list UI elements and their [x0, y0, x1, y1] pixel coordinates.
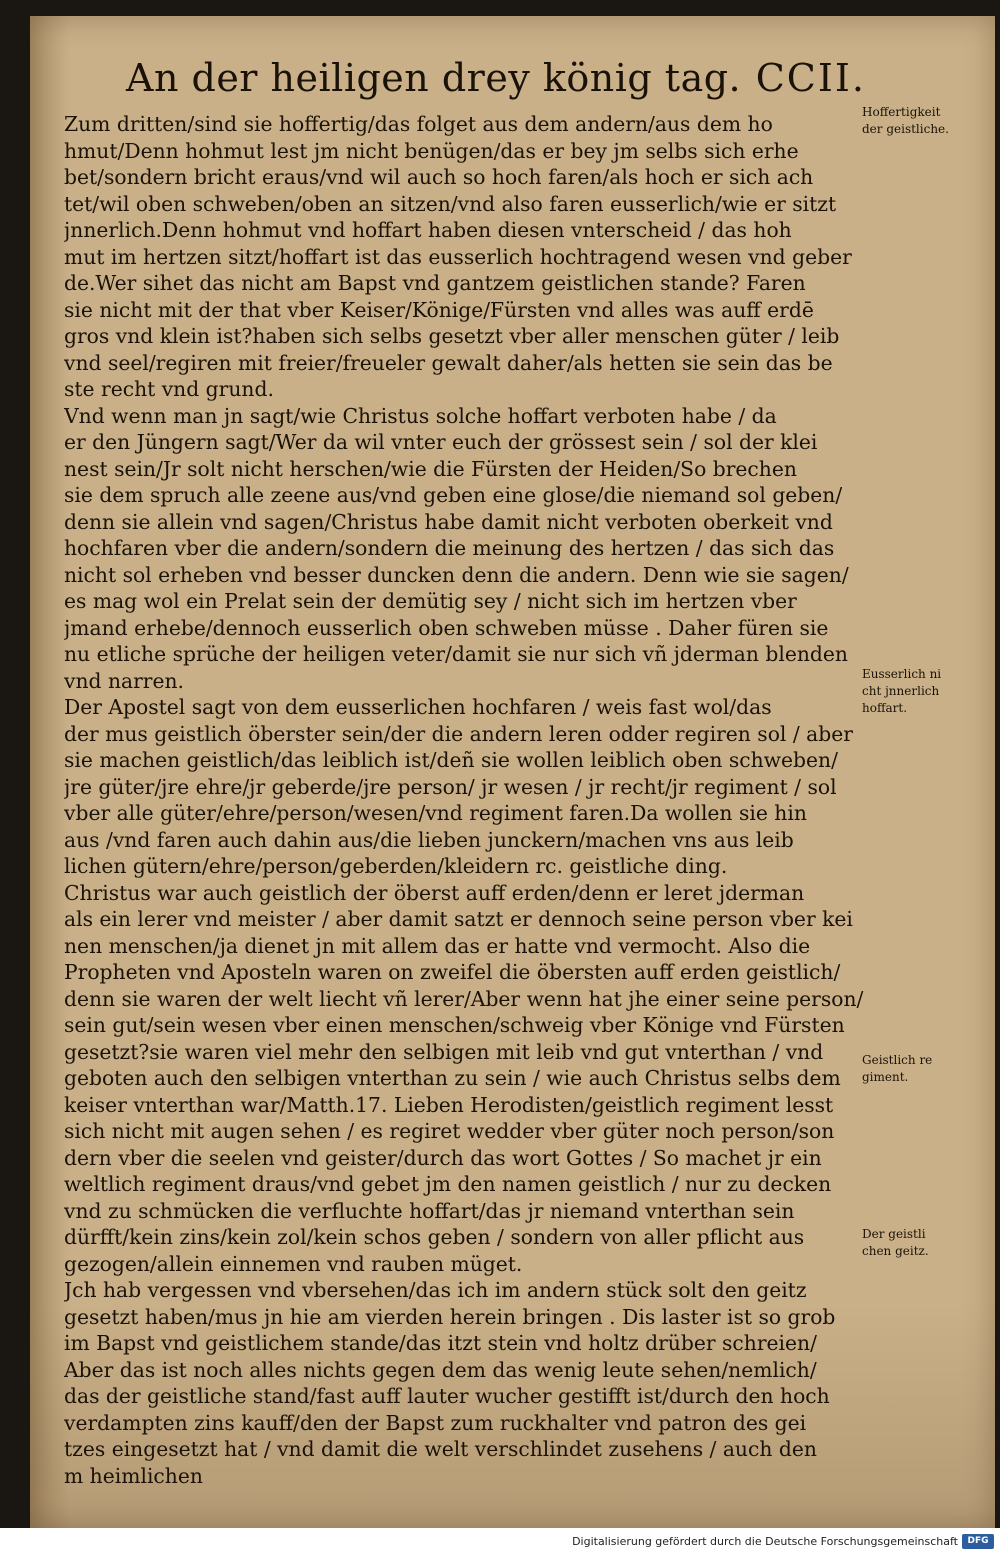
text-line: sein gut/sein wesen vber einen menschen/schweig vber Könige vnd Fürsten	[64, 1013, 845, 1037]
text-line: lichen gütern/ehre/person/geberden/kleidern rc. geistliche ding.	[64, 854, 728, 878]
text-line: jre güter/jre ehre/jr geberde/jre person/ jr wesen / jr recht/jr regiment / sol	[64, 774, 837, 799]
text-line: Vnd wenn man jn sagt/wie Christus solche hoffart verboten habe / da	[64, 403, 777, 428]
text-line: gesetzt haben/mus jn hie am vierden herein bringen . Dis laster ist so grob	[64, 1304, 836, 1329]
running-head-title: An der heiligen drey könig tag.	[126, 56, 742, 100]
body-text	[64, 111, 864, 1489]
margin-note-line: Hoffertigkeit	[862, 105, 941, 119]
funding-notice: Digitalisierung gefördert durch die Deutsche Forschungsgemeinschaft	[572, 1535, 958, 1548]
margin-note-line: giment.	[862, 1070, 909, 1084]
text-line: vber alle güter/ehre/person/wesen/vnd regiment faren.Da wollen sie hin	[64, 801, 807, 825]
text-line: tzes eingesetzt hat / vnd damit die welt verschlindet zusehens / auch den	[64, 1437, 817, 1461]
text-line: vnd seel/regiren mit freier/freueler gewalt daher/als hetten sie sein das be	[64, 350, 833, 375]
footer	[0, 1528, 1000, 1555]
text-line: gros vnd klein ist?haben sich selbs gesetzt vber aller menschen güter / leib	[64, 324, 840, 348]
margin-note-line: Eusserlich ni	[862, 667, 942, 681]
text-line: es mag wol ein Prelat sein der demütig sey / nicht sich im hertzen vber	[64, 589, 797, 613]
text-line: gesetzt?sie waren viel mehr den selbigen mit leib vnd gut vnterthan / vnd	[64, 1039, 824, 1064]
text-line: keiser vnterthan war/Matth.17. Lieben Herodisten/geistlich regiment lesst	[64, 1092, 834, 1117]
text-line: Jch hab vergessen vnd vbersehen/das ich im andern stück solt den geitz	[64, 1278, 807, 1302]
text-line: weltlich regiment draus/vnd gebet jm den namen geistlich / nur zu decken	[64, 1172, 832, 1196]
text-line: er den Jüngern sagt/Wer da wil vnter euch der grössest sein / sol der klei	[64, 430, 818, 454]
text-line: nu etliche sprüche der heiligen veter/damit sie nur sich vñ jderman blenden	[64, 642, 848, 666]
margin-note-line: cht jnnerlich	[862, 684, 940, 698]
text-line: hochfaren vber die andern/sondern die meinung des hertzen / das sich das	[64, 536, 835, 560]
text-line: m heimlichen	[64, 1463, 203, 1488]
text-line: Aber das ist noch alles nichts gegen dem das wenig leute sehen/nemlich/	[64, 1357, 817, 1382]
text-line: jmand erhebe/dennoch eusserlich oben schweben müsse . Daher füren sie	[64, 615, 829, 640]
margin-note-line: Der geistli	[862, 1227, 926, 1241]
text-line: sich nicht mit augen sehen / es regiret wedder vber güter noch person/son	[64, 1119, 835, 1143]
text-line: vnd zu schmücken die verfluchte hoffart/das jr niemand vnterthan sein	[64, 1198, 795, 1223]
text-line: nicht sol erheben vnd besser duncken denn die andern. Denn wie sie sagen/	[64, 562, 849, 587]
margin-note-geistlich-regiment	[862, 1052, 962, 1086]
margin-note-line: chen geitz.	[862, 1244, 929, 1258]
text-line: das der geistliche stand/fast auff lauter wucher gestifft ist/durch den hoch	[64, 1384, 830, 1408]
text-line: Christus war auch geistlich der öberst auff erden/denn er leret jderman	[64, 880, 805, 905]
folio-number: CCII.	[755, 56, 866, 100]
text-line: de.Wer sihet das nicht am Bapst vnd gantzem geistlichen stande? Faren	[64, 271, 806, 295]
text-line: gezogen/allein einnemen vnd rauben müget.	[64, 1251, 523, 1276]
text-line: Propheten vnd Aposteln waren on zweifel die öbersten auff erden geistlich/	[64, 960, 841, 984]
margin-note-eusserlich	[862, 666, 962, 717]
text-line: bet/sondern bricht eraus/vnd wil auch so hoch faren/als hoch er sich ach	[64, 165, 814, 189]
text-line: sie dem spruch alle zeene aus/vnd geben eine glose/die niemand sol geben/	[64, 483, 843, 507]
text-line: der mus geistlich öberster sein/der die andern leren odder regiren sol / aber	[64, 721, 853, 746]
text-line: denn sie allein vnd sagen/Christus habe damit nicht verboten oberkeit vnd	[64, 509, 833, 534]
text-line: aus /vnd faren auch dahin aus/die lieben junckern/machen vns aus leib	[64, 827, 794, 852]
text-line: vnd narren.	[64, 668, 185, 693]
text-line: sie machen geistlich/das leiblich ist/deñ sie wollen leiblich oben schweben/	[64, 748, 838, 772]
text-line: nest sein/Jr solt nicht herschen/wie die Fürsten der Heiden/So brechen	[64, 456, 797, 481]
text-line: Zum dritten/sind sie hoffertig/das folget aus dem andern/aus dem ho	[64, 112, 773, 136]
text-line: geboten auch den selbigen vnterthan zu sein / wie auch Christus selbs dem	[64, 1066, 841, 1090]
text-line: als ein lerer vnd meister / aber damit satzt er dennoch seine person vber kei	[64, 907, 853, 931]
text-line: dürfft/kein zins/kein zol/kein schos geben / sondern von aller pflicht aus	[64, 1225, 805, 1249]
text-line: verdampten zins kauff/den der Bapst zum ruckhalter vnd patron des gei	[64, 1410, 807, 1435]
margin-note-hoffertigkeit	[862, 104, 962, 138]
text-line: mut im hertzen sitzt/hoffart ist das eusserlich hochtragend wesen vnd geber	[64, 244, 852, 269]
margin-note-geitz	[862, 1226, 962, 1260]
text-line: hmut/Denn hohmut lest jm nicht benügen/das er bey jm selbs sich erhe	[64, 138, 799, 163]
dfg-logo: DFG	[962, 1534, 994, 1549]
text-line: ste recht vnd grund.	[64, 377, 274, 401]
margin-note-line: Geistlich re	[862, 1053, 933, 1067]
text-line: tet/wil oben schweben/oben an sitzen/vnd also faren eusserlich/wie er sitzt	[64, 191, 837, 216]
text-line: jnnerlich.Denn hohmut vnd hoffart haben diesen vnterscheid / das hoh	[64, 218, 792, 242]
running-head	[126, 56, 866, 106]
margin-note-line: hoffart.	[862, 701, 908, 715]
text-line: Der Apostel sagt von dem eusserlichen hochfaren / weis fast wol/das	[64, 695, 772, 719]
book-page	[30, 16, 995, 1528]
text-line: denn sie waren der welt liecht vñ lerer/Aber wenn hat jhe einer seine person/	[64, 986, 864, 1011]
text-line: sie nicht mit der that vber Keiser/Könige/Fürsten vnd alles was auff erdē	[64, 297, 814, 322]
text-line: dern vber die seelen vnd geister/durch das wort Gottes / So machet jr ein	[64, 1145, 822, 1170]
text-line: im Bapst vnd geistlichem stande/das itzt stein vnd holtz drüber schreien/	[64, 1331, 817, 1355]
margin-note-line: der geistliche.	[862, 122, 949, 136]
text-line: nen menschen/ja dienet jn mit allem das er hatte vnd vermocht. Also die	[64, 933, 811, 958]
